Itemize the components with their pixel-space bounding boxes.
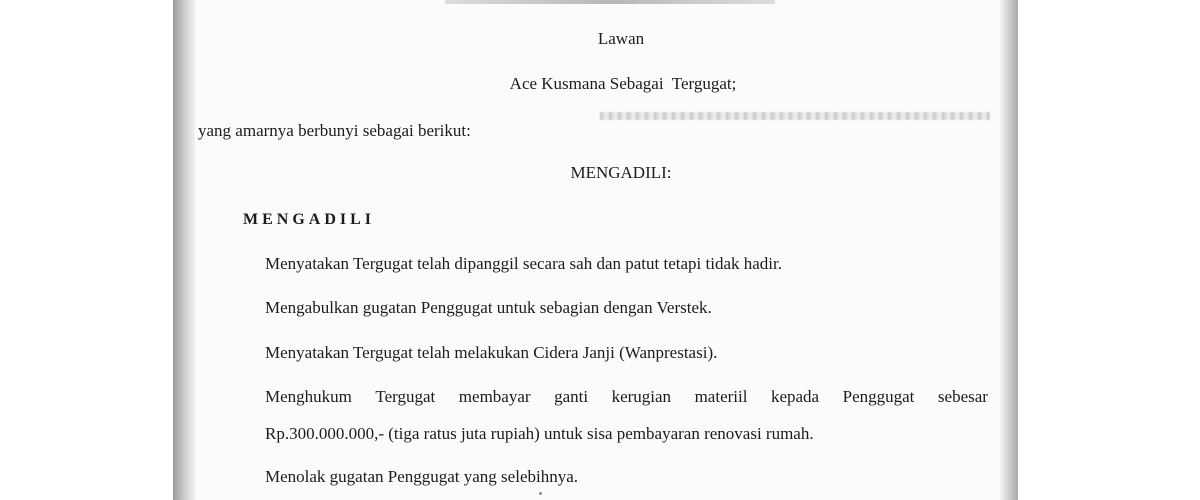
ruling-word: membayar xyxy=(458,387,531,406)
left-page-shadow xyxy=(173,0,195,500)
party-separator: Lawan xyxy=(597,29,645,48)
right-page-shadow xyxy=(1000,0,1018,500)
intro-line: yang amarnya berbunyi sebagai berikut: xyxy=(198,121,471,140)
ruling-item-continuation: Rp.300.000.000,- (tiga ratus juta rupiah) untuk sisa pembayaran renovasi rumah. xyxy=(265,424,814,443)
ruling-word: Menghukum xyxy=(265,387,352,406)
ruling-word: sebesar xyxy=(937,387,988,406)
ruling-word: ganti xyxy=(554,387,589,406)
ruling-item-justified xyxy=(265,387,988,407)
ruling-word: Tergugat xyxy=(375,387,436,406)
ruling-word: kepada xyxy=(770,387,820,406)
section-heading: MENGADILI xyxy=(243,211,376,228)
scan-speck xyxy=(539,492,542,495)
left-margin xyxy=(0,0,173,500)
adjudicate-heading: MENGADILI: xyxy=(570,163,672,182)
scan-smudge xyxy=(600,112,990,120)
ruling-word: Penggugat xyxy=(842,387,915,406)
ruling-item: Menyatakan Tergugat telah dipanggil secara sah dan patut tetapi tidak hadir. xyxy=(265,254,782,273)
ruling-item: Menyatakan Tergugat telah melakukan Cidera Janji (Wanprestasi). xyxy=(265,343,718,362)
ruling-item: Menolak gugatan Penggugat yang selebihnya. xyxy=(265,467,579,486)
ruling-word: kerugian xyxy=(611,387,672,406)
defendant-line: Ace Kusmana Sebagai Tergugat; xyxy=(509,74,737,93)
cropped-previous-line xyxy=(445,0,775,4)
right-margin xyxy=(1018,0,1200,500)
ruling-item: Mengabulkan gugatan Penggugat untuk sebagian dengan Verstek. xyxy=(265,298,712,317)
ruling-word: materiil xyxy=(694,387,748,406)
